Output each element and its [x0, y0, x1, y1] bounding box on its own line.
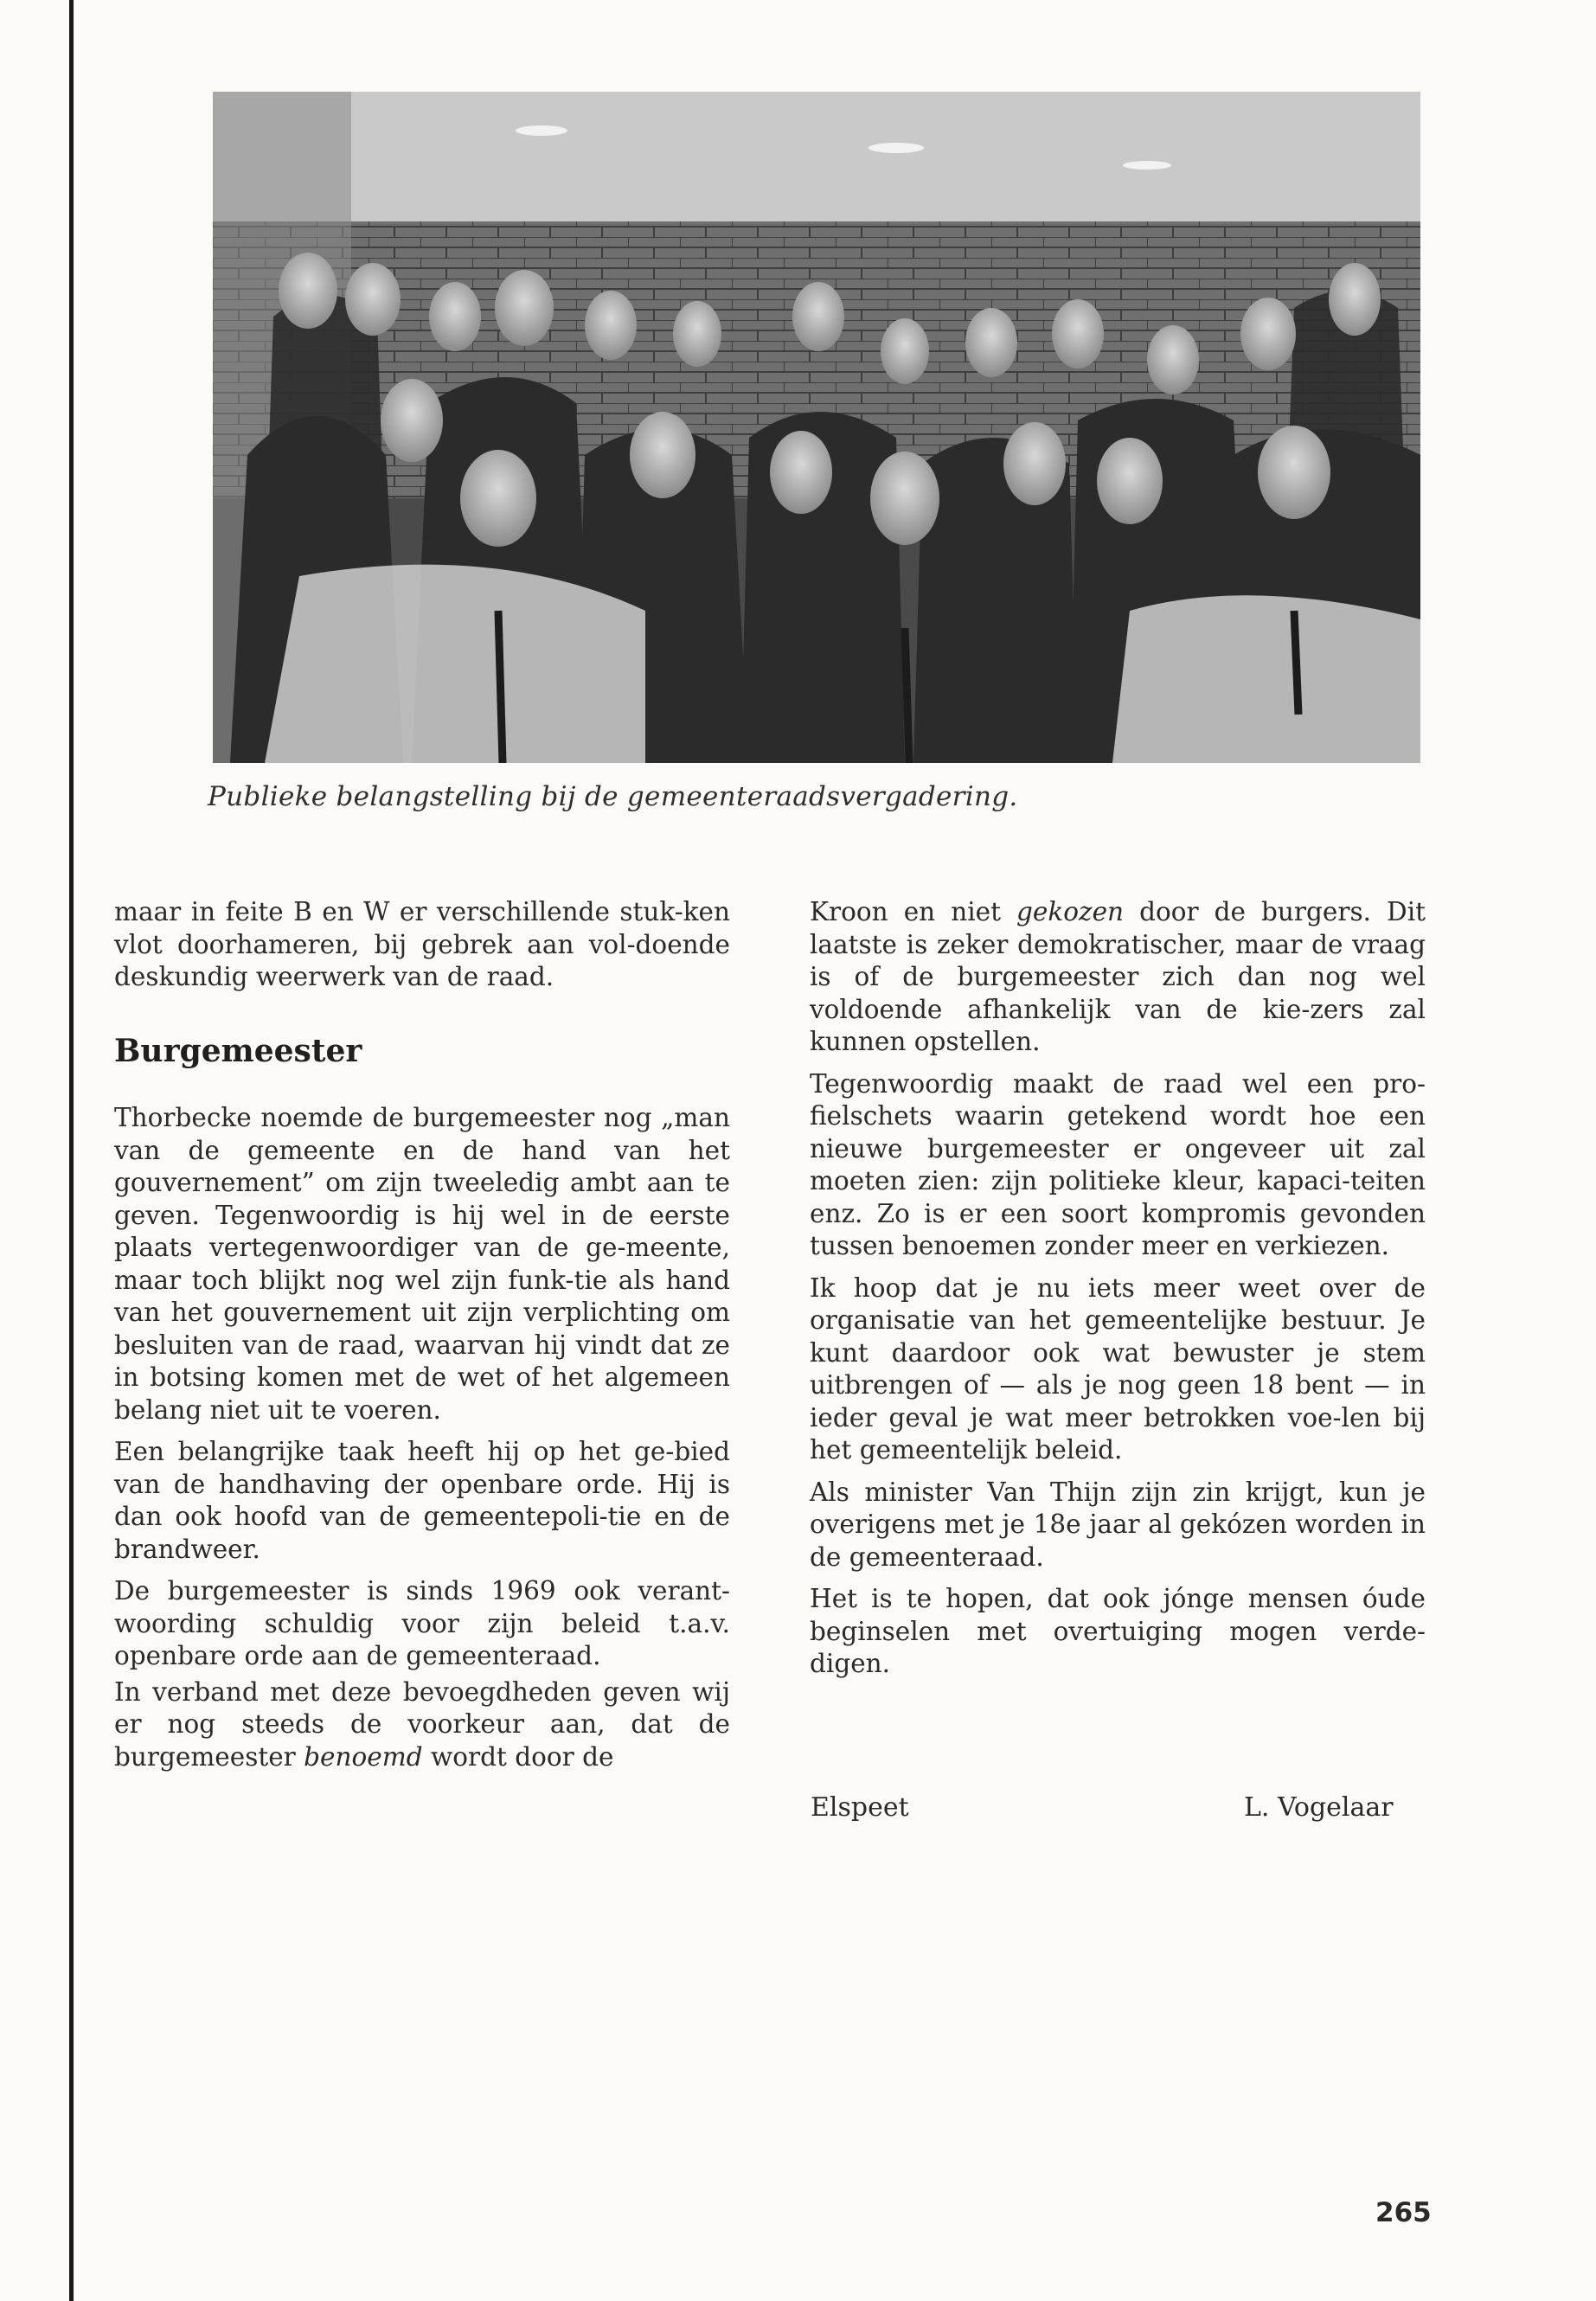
signature-place: Elspeet	[811, 1792, 909, 1823]
intro-paragraph: maar in feite B en W er verschillende stuk-ken vlot doorhameren, bij gebrek aan vol-doende deskundig weerwerk van de raad.	[114, 897, 730, 991]
audience-photo-image	[213, 92, 1420, 763]
bevoegdheden-text-start: In verband met deze bevoegdheden geven wij er nog steeds de voorkeur aan, dat de burgemeester	[114, 1676, 730, 1772]
paragraph-bevoegdheden	[114, 1676, 730, 1774]
paragraph-openbare-orde: Een belangrijke taak heeft hij op het ge-bied van de handhaving der openbare orde. Hij is dan ook hoofd van de gemeentepoli-tie en de brandweer.	[114, 1437, 730, 1564]
paragraph-verantwoording: De burgemeester is sinds 1969 ook verant-woording schuldig voor zijn beleid t.a.v. openbare orde aan de gemeenteraad.	[114, 1576, 730, 1670]
paragraph-jonge-mensen: Het is te hopen, dat ook jónge mensen óude beginselen met overtuiging mogen verde-digen.	[810, 1584, 1426, 1678]
paragraph-thorbecke: Thorbecke noemde de burgemeester nog „man van de gemeente en de hand van het gouvernement” om zijn tweeledig ambt aan te geven. Tegenwoordig is hij wel in de eerste plaats vertegenwoordiger van de ge-meente, maar toch blijkt nog wel zijn funk-tie als hand van het gouvernement uit zijn verplichting om besluiten van de raad, waarvan hij vindt dat ze in botsing komen met de wet of het algemeen belang niet uit te voeren.	[114, 1103, 730, 1425]
section-heading: Burgemeester	[114, 1032, 362, 1069]
paragraph-profielschets: Tegenwoordig maakt de raad wel een pro-fielschets waarin getekend wordt hoe een nieuwe burgemeester er ongeveer uit zal moeten zien: zijn politieke kleur, kapaci-teiten enz. Zo is er een soort kompromis gevonden tussen benoemen zonder meer en verkiezen.	[810, 1068, 1426, 1260]
signature-author: L. Vogelaar	[1244, 1792, 1394, 1823]
kroon-text-start: Kroon en niet	[810, 897, 1001, 926]
page-number: 265	[1375, 2197, 1432, 2228]
paragraph-van-thijn: Als minister Van Thijn zijn zin krijgt, kun je overigens met je 18e jaar al gekózen worden in de gemeenteraad.	[810, 1477, 1426, 1572]
photo-caption: Publieke belangstelling bij de gemeenteraadsvergadering.	[208, 781, 1018, 812]
emphasis-benoemd: benoemd	[304, 1741, 423, 1772]
emphasis-gekozen: gekozen	[1016, 897, 1125, 926]
bevoegdheden-text-end: wordt door de	[430, 1741, 614, 1772]
page-margin-rule	[69, 0, 74, 2301]
paragraph-organisatie: Ik hoop dat je nu iets meer weet over de organisatie van het gemeentelijke bestuur. Je kunt daardoor ook wat bewuster je stem uitbrengen of — als je nog geen 18 bent — in ieder geval je wat meer betrokken voe-len bij het gemeentelijk beleid.	[810, 1272, 1426, 1465]
kroon-text-end: door de burgers. Dit laatste is zeker demokratischer, maar de vraag is of de burgemeester zich dan nog wel voldoende afhankelijk van de kie-zers zal kunnen opstellen.	[810, 897, 1426, 1056]
left-column	[114, 896, 730, 1783]
right-column	[810, 896, 1426, 1690]
paragraph-kroon	[810, 896, 1426, 1059]
audience-photo	[213, 92, 1420, 763]
